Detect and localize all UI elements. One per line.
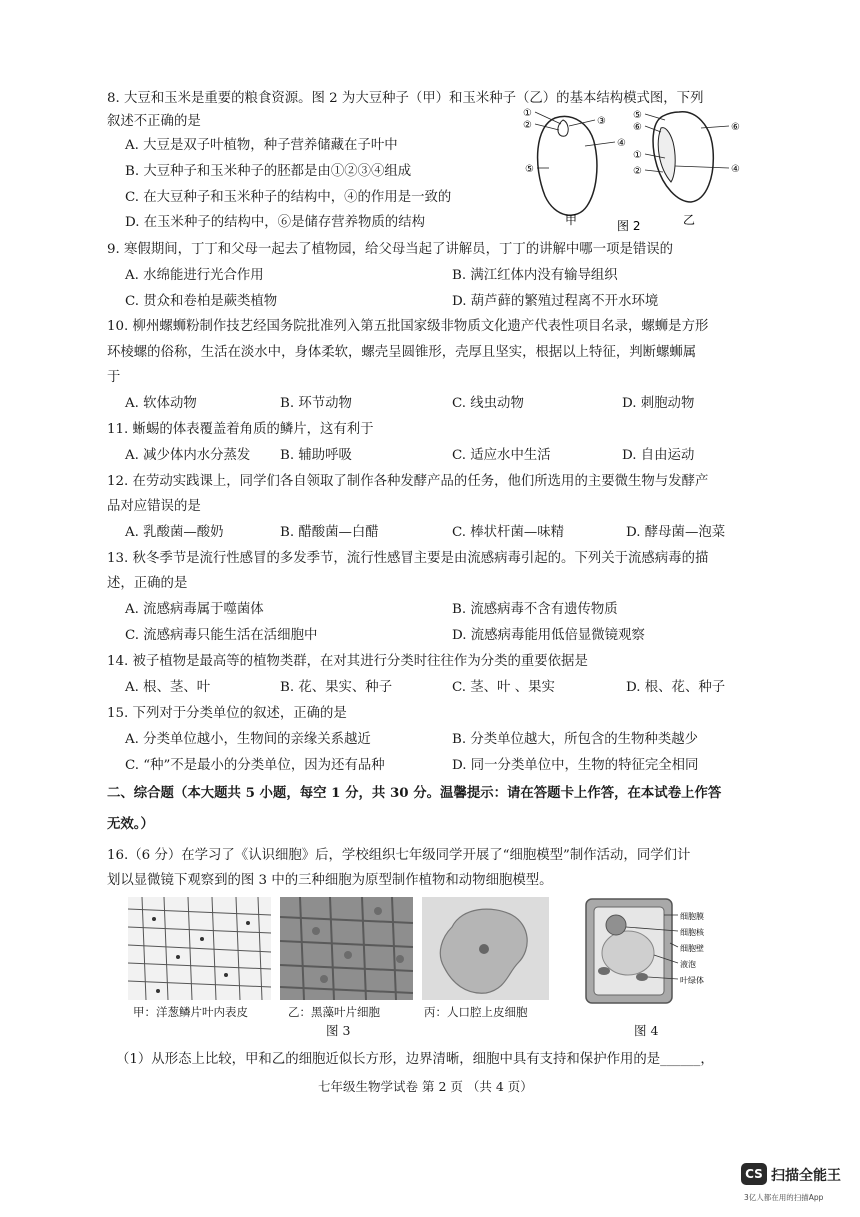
- fig2-caption: 图 2: [617, 219, 641, 233]
- q13-option-d: D. 流感病毒能用低倍显微镜观察: [452, 628, 645, 643]
- fig2-label-5: ⑤: [525, 164, 534, 175]
- q12-option-d: D. 酵母菌—泡菜: [626, 525, 726, 540]
- q8-stem-line1: 8. 大豆和玉米是重要的粮食资源。图 2 为大豆种子（甲）和玉米种子（乙）的基本结构模式图，下列: [107, 91, 704, 106]
- fig4-label-wall: 细胞壁: [680, 944, 704, 953]
- q8-option-a: A. 大豆是双子叶植物，种子营养储藏在子叶中: [125, 138, 398, 153]
- onion-epidermis-micrograph: [128, 897, 271, 1000]
- hydrilla-leaf-micrograph: [280, 897, 413, 1000]
- q12-stem-line1: 12. 在劳动实践课上，同学们各自领取了制作各种发酵产品的任务，他们所选用的主要微生物与发酵产: [107, 474, 709, 489]
- q15-stem: 15. 下列对于分类单位的叙述，正确的是: [107, 706, 347, 721]
- q12-option-b: B. 醋酸菌—白醋: [280, 525, 379, 540]
- q13-option-b: B. 流感病毒不含有遗传物质: [452, 602, 618, 617]
- fig4-caption: 图 4: [634, 1023, 659, 1038]
- q11-option-d: D. 自由运动: [622, 448, 695, 463]
- fig3-caption-yi: 乙：黑藻叶片细胞: [288, 1005, 380, 1019]
- q10-option-d: D. 刺胞动物: [622, 396, 695, 411]
- q16-stem-line1: 16.（6 分）在学习了《认识细胞》后，学校组织七年级同学开展了“细胞模型”制作活动，同学们计: [107, 848, 691, 863]
- q14-option-b: B. 花、果实、种子: [280, 680, 393, 695]
- camscanner-logo-icon: CS: [741, 1163, 767, 1185]
- q13-stem-line2: 述，正确的是: [107, 576, 188, 591]
- q14-option-c: C. 茎、叶 、果实: [452, 680, 555, 695]
- bean-embryo-shape: [558, 120, 568, 136]
- q8-stem-line2: 叙述不正确的是: [107, 114, 201, 129]
- fig2-corn-label-5: ⑤: [633, 110, 642, 121]
- fig2-label-1: ①: [523, 108, 532, 119]
- q12-stem-line2: 品对应错误的是: [107, 499, 201, 514]
- brand-name: 扫描全能王: [771, 1168, 841, 1184]
- q11-stem: 11. 蜥蜴的体表覆盖着角质的鳞片，这有利于: [107, 422, 374, 437]
- q11-option-a: A. 减少体内水分蒸发: [125, 448, 251, 463]
- q13-option-a: A. 流感病毒属于噬菌体: [125, 602, 264, 617]
- q15-option-b: B. 分类单位越大，所包含的生物种类越少: [452, 732, 698, 747]
- q11-option-b: B. 辅助呼吸: [280, 448, 352, 463]
- fig4-label-vacuole: 液泡: [680, 960, 696, 969]
- q14-option-d: D. 根、花、种子: [626, 680, 726, 695]
- q10-option-a: A. 软体动物: [125, 396, 197, 411]
- q10-stem-line1: 10. 柳州螺蛳粉制作技艺经国务院批准列入第五批国家级非物质文化遗产代表性项目名录，螺蛳是方形: [107, 319, 709, 334]
- fig2-label-3: ③: [597, 116, 606, 127]
- q15-option-c: C. “种”不是最小的分类单位，因为还有品种: [125, 758, 385, 773]
- fig2-label-4: ④: [617, 138, 626, 149]
- q8-option-b: B. 大豆种子和玉米种子的胚都是由①②③④组成: [125, 164, 412, 179]
- q9-option-c: C. 贯众和卷柏是蕨类植物: [125, 294, 278, 309]
- fig2-label-jia: 甲: [565, 213, 578, 227]
- q16-stem-line2: 划以显微镜下观察到的图 3 中的三种细胞为原型制作植物和动物细胞模型。: [107, 873, 553, 888]
- page-footer: 七年级生物学试卷 第 2 页 （共 4 页）: [318, 1079, 533, 1094]
- q9-option-a: A. 水绵能进行光合作用: [125, 268, 264, 283]
- q14-option-a: A. 根、茎、叶: [125, 680, 211, 695]
- fig3-caption-jia: 甲：洋葱鳞片叶内表皮: [133, 1005, 248, 1019]
- section2-heading-line1: 二、综合题（本大题共 5 小题，每空 1 分，共 30 分。温馨提示：请在答题卡上作答，在本试卷上作答: [107, 785, 722, 801]
- q15-option-d: D. 同一分类单位中，生物的特征完全相同: [452, 758, 699, 773]
- q12-option-c: C. 棒状杆菌—味精: [452, 525, 565, 540]
- q10-option-c: C. 线虫动物: [452, 396, 524, 411]
- q13-stem-line1: 13. 秋冬季节是流行性感冒的多发季节，流行性感冒主要是由流感病毒引起的。下列关于流感病毒的描: [107, 551, 709, 566]
- corn-embryo-shape: [658, 128, 675, 182]
- q11-option-c: C. 适应水中生活: [452, 448, 551, 463]
- fig2-corn-label-4: ④: [731, 164, 740, 175]
- q8-option-d: D. 在玉米种子的结构中，⑥是储存营养物质的结构: [125, 215, 425, 230]
- fig4-label-membrane: 细胞膜: [680, 912, 704, 921]
- q16-sub1: （1）从形态上比较，甲和乙的细胞近似长方形，边界清晰，细胞中具有支持和保护作用的是______，: [116, 1052, 714, 1067]
- fig2-corn-label-2: ②: [633, 166, 642, 177]
- q9-option-d: D. 葫芦藓的繁殖过程离不开水环境: [452, 294, 659, 309]
- q8-option-c: C. 在大豆种子和玉米种子的结构中，④的作用是一致的: [125, 190, 452, 205]
- q12-option-a: A. 乳酸菌—酸奶: [125, 525, 224, 540]
- fig2-corn-label-6b: ⑥: [731, 122, 740, 133]
- section2-heading-line2: 无效。）: [107, 816, 154, 832]
- fig3-caption: 图 3: [326, 1023, 351, 1038]
- figure-2-seeds: [515, 106, 760, 236]
- cheek-cell-micrograph: [422, 897, 549, 1000]
- fig2-label-yi: 乙: [683, 213, 696, 227]
- fig2-label-2: ②: [523, 120, 532, 131]
- fig4-label-nucleus: 细胞核: [680, 928, 704, 937]
- fig2-corn-label-6: ⑥: [633, 122, 642, 133]
- q14-stem: 14. 被子植物是最高等的植物类群，在对其进行分类时往往作为分类的重要依据是: [107, 654, 588, 669]
- brand-tagline: 3亿人都在用的扫描App: [744, 1193, 824, 1202]
- q13-option-c: C. 流感病毒只能生活在活细胞中: [125, 628, 318, 643]
- q10-stem-line3: 于: [107, 370, 121, 385]
- fig4-label-chloroplast: 叶绿体: [680, 976, 704, 985]
- q9-option-b: B. 满江红体内没有输导组织: [452, 268, 618, 283]
- q10-stem-line2: 环棱螺的俗称，生活在淡水中，身体柔软，螺壳呈圆锥形，壳厚且坚实，根据以上特征，判断螺蛳属: [107, 345, 697, 360]
- plant-cell-model: [584, 895, 734, 1010]
- q9-stem: 9. 寒假期间，丁丁和父母一起去了植物园，给父母当起了讲解员，丁丁的讲解中哪一项是错误的: [107, 242, 674, 257]
- fig2-corn-label-1: ①: [633, 150, 642, 161]
- q10-option-b: B. 环节动物: [280, 396, 352, 411]
- fig3-caption-bing: 丙：人口腔上皮细胞: [424, 1005, 528, 1019]
- q15-option-a: A. 分类单位越小，生物间的亲缘关系越近: [125, 732, 371, 747]
